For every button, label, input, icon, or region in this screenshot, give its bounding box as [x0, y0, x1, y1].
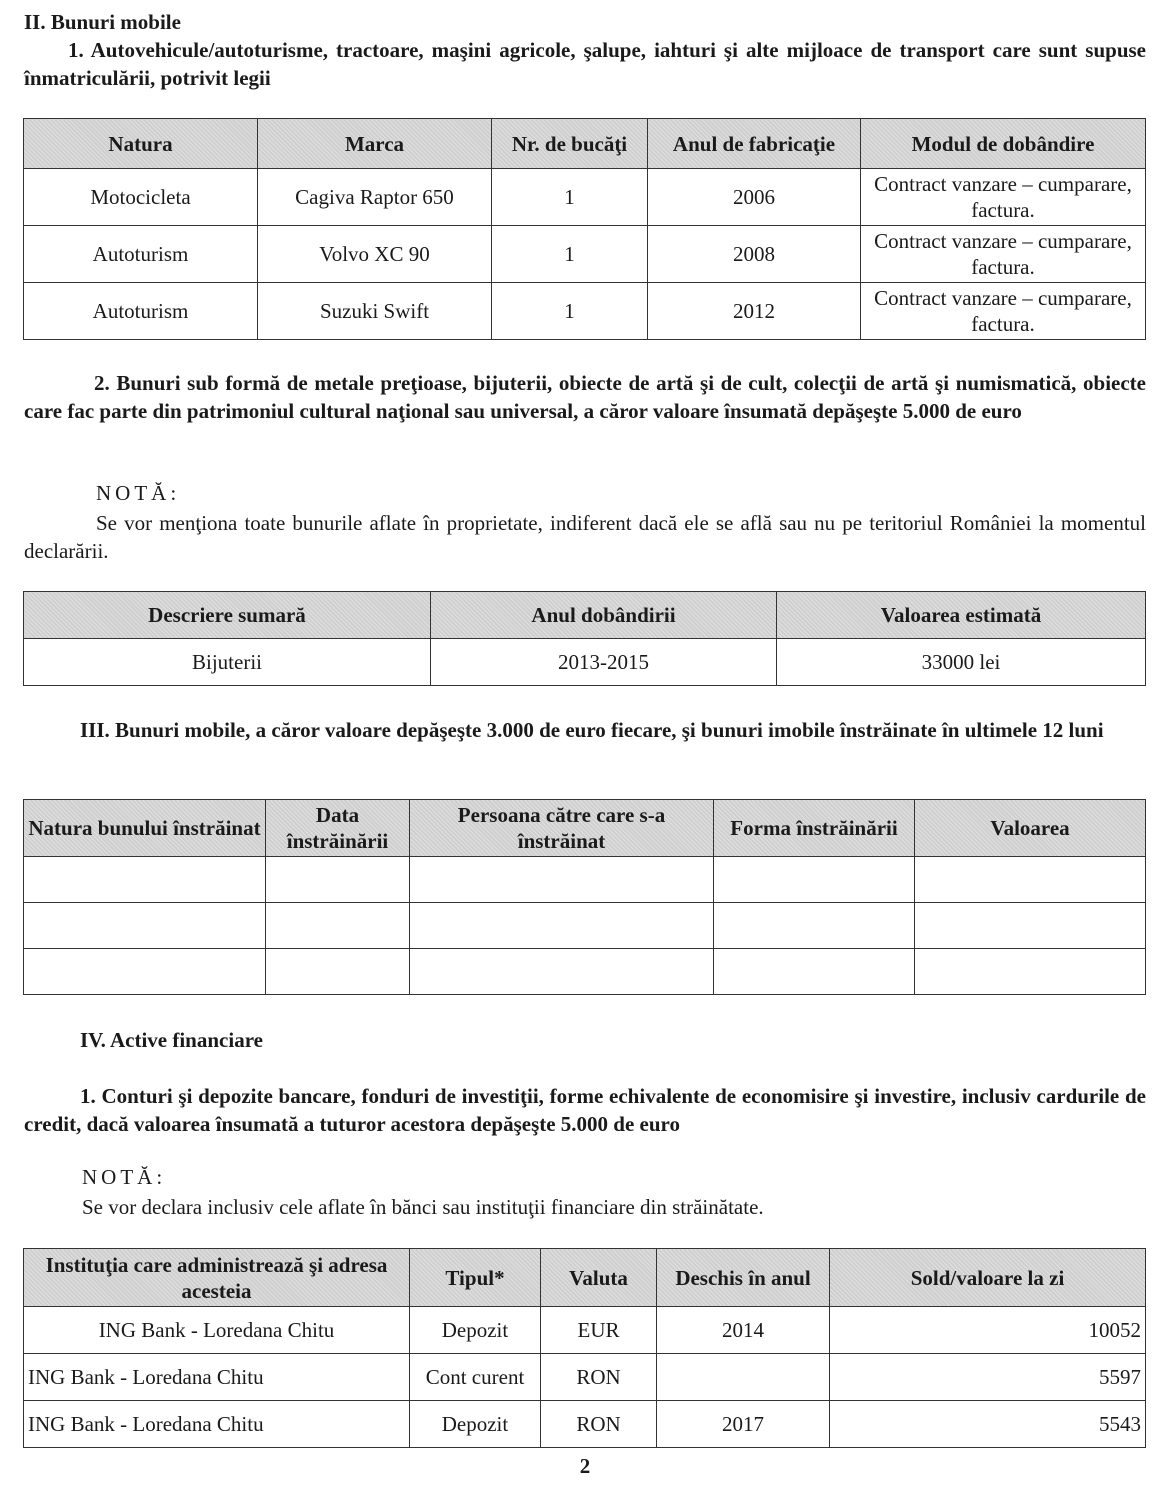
- empty-cell: [410, 857, 714, 903]
- table-row: [24, 903, 1146, 949]
- vehicles-header-natura: Natura: [24, 119, 258, 169]
- vehicle-natura: Autoturism: [24, 226, 258, 283]
- account-an: 2017: [657, 1401, 830, 1448]
- vehicles-header-nr: Nr. de bucăţi: [492, 119, 648, 169]
- empty-cell: [266, 857, 410, 903]
- account-valuta: EUR: [541, 1307, 657, 1354]
- section-iii-title: III. Bunuri mobile, a căror valoare depăşeşte 3.000 de euro fiecare, şi bunuri imobile înstrăinate în ultimele 12 luni: [80, 718, 1104, 742]
- valuables-table: [23, 591, 1146, 686]
- account-sold: 10052: [830, 1307, 1146, 1354]
- accounts-header-an: Deschis în anul: [657, 1249, 830, 1307]
- note-label: NOTĂ:: [82, 1165, 167, 1189]
- account-valuta: RON: [541, 1401, 657, 1448]
- table-row: [24, 226, 1146, 283]
- vehicle-natura: Autoturism: [24, 283, 258, 340]
- table-row: [24, 283, 1146, 340]
- empty-cell: [410, 949, 714, 995]
- vehicle-nr: 1: [492, 226, 648, 283]
- empty-cell: [24, 903, 266, 949]
- vehicle-natura: Motocicleta: [24, 169, 258, 226]
- valuable-an: 2013-2015: [431, 639, 777, 686]
- empty-cell: [714, 857, 915, 903]
- vehicle-marca: Cagiva Raptor 650: [258, 169, 492, 226]
- vehicles-header-mod: Modul de dobândire: [861, 119, 1146, 169]
- vehicle-marca: Volvo XC 90: [258, 226, 492, 283]
- accounts-header-valuta: Valuta: [541, 1249, 657, 1307]
- section-iv-1-heading: 1. Conturi şi depozite bancare, fonduri de investiţii, forme echivalente de economisire şi investire, inclusiv cardurile de credit, dacă valoarea însumată a tuturor acestora depăşeşte 5.000 de euro: [24, 1084, 1146, 1136]
- account-an: [657, 1354, 830, 1401]
- table-row: [24, 1401, 1146, 1448]
- table-row: [24, 1354, 1146, 1401]
- vehicle-mod: Contract vanzare – cumparare, factura.: [861, 283, 1146, 340]
- account-institutia: ING Bank - Loredana Chitu: [24, 1401, 410, 1448]
- account-tipul: Depozit: [410, 1401, 541, 1448]
- alienated-header-data: Data înstrăinării: [266, 800, 410, 857]
- valuables-header-valoare: Valoarea estimată: [777, 592, 1146, 639]
- table-row: [24, 169, 1146, 226]
- account-tipul: Cont curent: [410, 1354, 541, 1401]
- valuable-valoare: 33000 lei: [777, 639, 1146, 686]
- page-number: 2: [579, 1454, 591, 1478]
- valuables-header-descriere: Descriere sumară: [24, 592, 431, 639]
- account-tipul: Depozit: [410, 1307, 541, 1354]
- alienated-header-natura: Natura bunului înstrăinat: [24, 800, 266, 857]
- accounts-header-institutia: Instituţia care administrează şi adresa acesteia: [24, 1249, 410, 1307]
- empty-cell: [266, 949, 410, 995]
- account-sold: 5597: [830, 1354, 1146, 1401]
- valuables-header-an: Anul dobândirii: [431, 592, 777, 639]
- note-text: Se vor declara inclusiv cele aflate în bănci sau instituţii financiare din străinătate.: [82, 1195, 764, 1219]
- empty-cell: [410, 903, 714, 949]
- section-ii-title: II. Bunuri mobile: [24, 10, 181, 34]
- vehicles-header-an: Anul de fabricaţie: [648, 119, 861, 169]
- account-sold: 5543: [830, 1401, 1146, 1448]
- table-row: [24, 949, 1146, 995]
- accounts-header-sold: Sold/valoare la zi: [830, 1249, 1146, 1307]
- account-institutia: ING Bank - Loredana Chitu: [24, 1354, 410, 1401]
- vehicles-header-marca: Marca: [258, 119, 492, 169]
- table-row: [24, 639, 1146, 686]
- table-row: [24, 1307, 1146, 1354]
- empty-cell: [714, 903, 915, 949]
- note-label: NOTĂ:: [96, 481, 181, 505]
- vehicle-an: 2012: [648, 283, 861, 340]
- account-valuta: RON: [541, 1354, 657, 1401]
- empty-cell: [24, 857, 266, 903]
- vehicle-an: 2006: [648, 169, 861, 226]
- alienated-header-valoarea: Valoarea: [915, 800, 1146, 857]
- empty-cell: [24, 949, 266, 995]
- empty-cell: [915, 949, 1146, 995]
- vehicle-marca: Suzuki Swift: [258, 283, 492, 340]
- accounts-header-tipul: Tipul*: [410, 1249, 541, 1307]
- account-institutia: ING Bank - Loredana Chitu: [24, 1307, 410, 1354]
- note-text: Se vor menţiona toate bunurile aflate în proprietate, indiferent dacă ele se află sau nu pe teritoriul României la momentul declarării.: [24, 511, 1146, 563]
- alienated-header-persoana: Persoana către care s-a înstrăinat: [410, 800, 714, 857]
- vehicle-an: 2008: [648, 226, 861, 283]
- alienated-goods-table: [23, 799, 1146, 995]
- vehicle-nr: 1: [492, 283, 648, 340]
- vehicle-mod: Contract vanzare – cumparare, factura.: [861, 169, 1146, 226]
- empty-cell: [266, 903, 410, 949]
- empty-cell: [714, 949, 915, 995]
- alienated-header-forma: Forma înstrăinării: [714, 800, 915, 857]
- vehicle-nr: 1: [492, 169, 648, 226]
- vehicle-mod: Contract vanzare – cumparare, factura.: [861, 226, 1146, 283]
- section-ii-1-heading: 1. Autovehicule/autoturisme, tractoare, maşini agricole, şalupe, iahturi şi alte mijloace de transport care sunt supuse înmatriculării, potrivit legii: [24, 38, 1146, 90]
- section-ii-2-heading: 2. Bunuri sub formă de metale preţioase, bijuterii, obiecte de artă şi de cult, colecţii de artă şi numismatică, obiecte care fac parte din patrimoniul cultural naţional sau universal, a căror valoare însumată depăşeşte 5.000 de euro: [24, 371, 1146, 423]
- section-iv-title: IV. Active financiare: [80, 1028, 263, 1052]
- vehicles-table: [23, 118, 1146, 340]
- empty-cell: [915, 903, 1146, 949]
- account-an: 2014: [657, 1307, 830, 1354]
- bank-accounts-table: [23, 1248, 1146, 1448]
- valuable-descriere: Bijuterii: [24, 639, 431, 686]
- table-row: [24, 857, 1146, 903]
- empty-cell: [915, 857, 1146, 903]
